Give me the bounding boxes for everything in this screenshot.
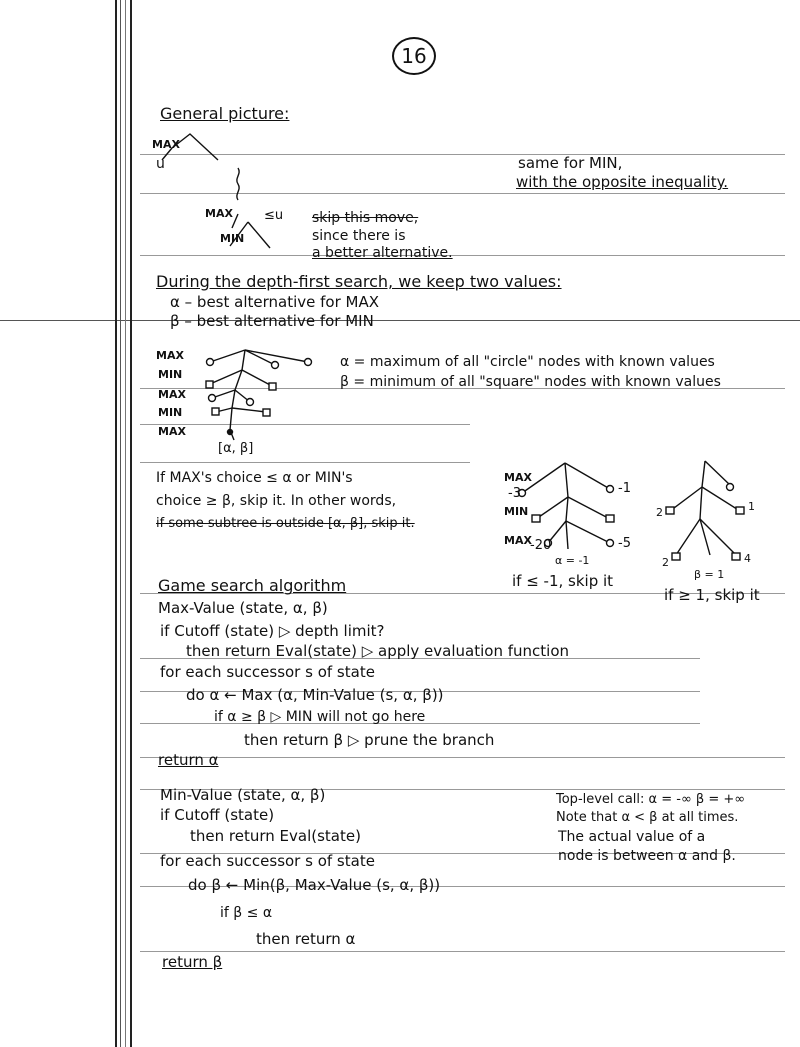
edge — [568, 497, 610, 519]
edge — [536, 497, 568, 519]
note-actual-value: The actual value of a — [558, 829, 706, 845]
edge — [676, 519, 700, 555]
max-do-line: do α ← Max (α, Min-Value (s, α, β)) — [186, 686, 444, 704]
example-max-label: MAX — [504, 471, 532, 484]
right-value-1: 1 — [748, 500, 755, 513]
min-return-beta: return β — [162, 953, 223, 971]
edge — [566, 521, 568, 549]
level-label: MIN — [158, 406, 183, 419]
alpha-beta-interval: [α, β] — [218, 441, 254, 456]
example-max-label-2: MAX — [504, 534, 532, 547]
ruled-line — [140, 757, 785, 758]
beta-definition: β – best alternative for MIN — [170, 312, 374, 330]
le-u-label: ≤u — [264, 208, 284, 223]
square-node — [736, 507, 744, 514]
note-alpha-less-beta: Note that α < β at all times. — [556, 810, 739, 825]
circle-node — [727, 484, 734, 491]
edge — [232, 390, 235, 408]
square-node — [606, 515, 614, 522]
edge — [702, 461, 705, 487]
min-do-line: do β ← Min(β, Max-Value (s, α, β)) — [188, 876, 441, 894]
rule-line-1: If MAX's choice ≤ α or MIN's — [156, 470, 353, 486]
margin-binding — [113, 0, 135, 1047]
value-neg5: -5 — [618, 536, 631, 551]
max-return-alpha: return α — [158, 751, 219, 769]
edge — [566, 521, 610, 543]
min-if-cutoff: if Cutoff (state) — [160, 806, 275, 824]
min-if-beta-le-alpha: if β ≤ α — [220, 905, 273, 921]
max-value-signature: Max-Value (state, α, β) — [158, 599, 328, 617]
edge — [702, 487, 740, 511]
edge — [232, 408, 266, 412]
better-alternative-text: a better alternative. — [312, 245, 453, 261]
min-then-return-alpha: then return α — [256, 930, 356, 948]
ruled-line — [140, 462, 470, 463]
current-node — [228, 430, 233, 435]
edge — [242, 350, 245, 370]
u-label: u — [156, 156, 165, 172]
general-picture-heading: General picture: — [160, 104, 290, 123]
square-node — [732, 553, 740, 560]
circle-node — [607, 540, 614, 547]
edge — [565, 463, 610, 489]
example-right-tree — [650, 455, 780, 575]
edge — [565, 463, 568, 497]
square-node — [666, 507, 674, 514]
circle-node — [209, 395, 216, 402]
max-label: MAX — [152, 138, 180, 151]
edge — [230, 408, 232, 430]
same-for-min-text: same for MIN, — [518, 154, 623, 172]
circle-node — [247, 399, 254, 406]
circle-node — [207, 359, 214, 366]
ruled-line — [140, 951, 785, 952]
circle-node — [272, 362, 279, 369]
edge — [670, 487, 702, 511]
path-squiggle — [237, 168, 239, 200]
level-label: MAX — [158, 388, 186, 401]
dfs-heading: During the depth-first search, we keep two values: — [156, 272, 562, 291]
edge — [522, 463, 565, 493]
algorithm-heading: Game search algorithm — [158, 576, 347, 595]
note-top-level-call: Top-level call: α = -∞ β = +∞ — [556, 792, 746, 807]
square-node — [206, 381, 213, 388]
max-then-eval: then return Eval(state) ▷ apply evaluation function — [186, 642, 569, 660]
circle-node — [305, 359, 312, 366]
example-right-caption: if ≥ 1, skip it — [664, 586, 760, 604]
value-neg3: -3 — [508, 486, 521, 501]
min-value-signature: Min-Value (state, α, β) — [160, 786, 326, 804]
right-value-2b: 2 — [662, 556, 669, 569]
edge — [566, 497, 568, 521]
value-neg20: -20 — [530, 538, 552, 553]
alpha-definition: α – best alternative for MAX — [170, 293, 380, 311]
max-then-prune: then return β ▷ prune the branch — [244, 731, 495, 749]
rule-line-2: choice ≥ β, skip it. In other words, — [156, 493, 397, 509]
max-if-alpha-ge-beta: if α ≥ β ▷ MIN will not go here — [214, 709, 426, 725]
square-node — [263, 409, 270, 416]
level-label: MAX — [156, 349, 184, 362]
opposite-inequality-text: with the opposite inequality. — [516, 173, 729, 191]
max-label-2: MAX — [205, 207, 233, 220]
circle-node — [607, 486, 614, 493]
min-for-each: for each successor s of state — [160, 852, 375, 870]
rule-line-3: if some subtree is outside [α, β], skip it. — [156, 516, 415, 531]
note-between: node is between α and β. — [558, 848, 736, 864]
beta-value: β = 1 — [694, 568, 725, 581]
square-node — [532, 515, 540, 522]
page-number: 16 — [392, 37, 436, 75]
edge — [700, 487, 702, 519]
level-label: MIN — [158, 368, 183, 381]
alpha-beta-level-diagram — [190, 340, 330, 450]
example-min-label: MIN — [504, 505, 529, 518]
edge — [210, 350, 245, 362]
alpha-value: α = -1 — [555, 554, 590, 567]
max-for-each: for each successor s of state — [160, 663, 375, 681]
min-label: MIN — [220, 232, 245, 245]
edge — [705, 461, 730, 485]
level-label: MAX — [158, 425, 186, 438]
skip-move-text: skip this move, — [312, 210, 419, 226]
edge — [242, 370, 272, 386]
right-value-2: 2 — [656, 506, 663, 519]
square-node — [212, 408, 219, 415]
example-left-caption: if ≤ -1, skip it — [512, 572, 614, 590]
value-neg1-top: -1 — [618, 481, 631, 496]
min-then-eval: then return Eval(state) — [190, 827, 361, 845]
edge — [245, 350, 308, 362]
square-node — [269, 383, 276, 390]
right-value-4: 4 — [744, 552, 751, 565]
square-node — [672, 553, 680, 560]
beta-equation: β = minimum of all "square" nodes with known values — [340, 374, 721, 390]
alpha-equation: α = maximum of all "circle" nodes with known values — [340, 354, 715, 370]
max-if-cutoff: if Cutoff (state) ▷ depth limit? — [160, 622, 385, 640]
since-text: since there is — [312, 228, 406, 244]
